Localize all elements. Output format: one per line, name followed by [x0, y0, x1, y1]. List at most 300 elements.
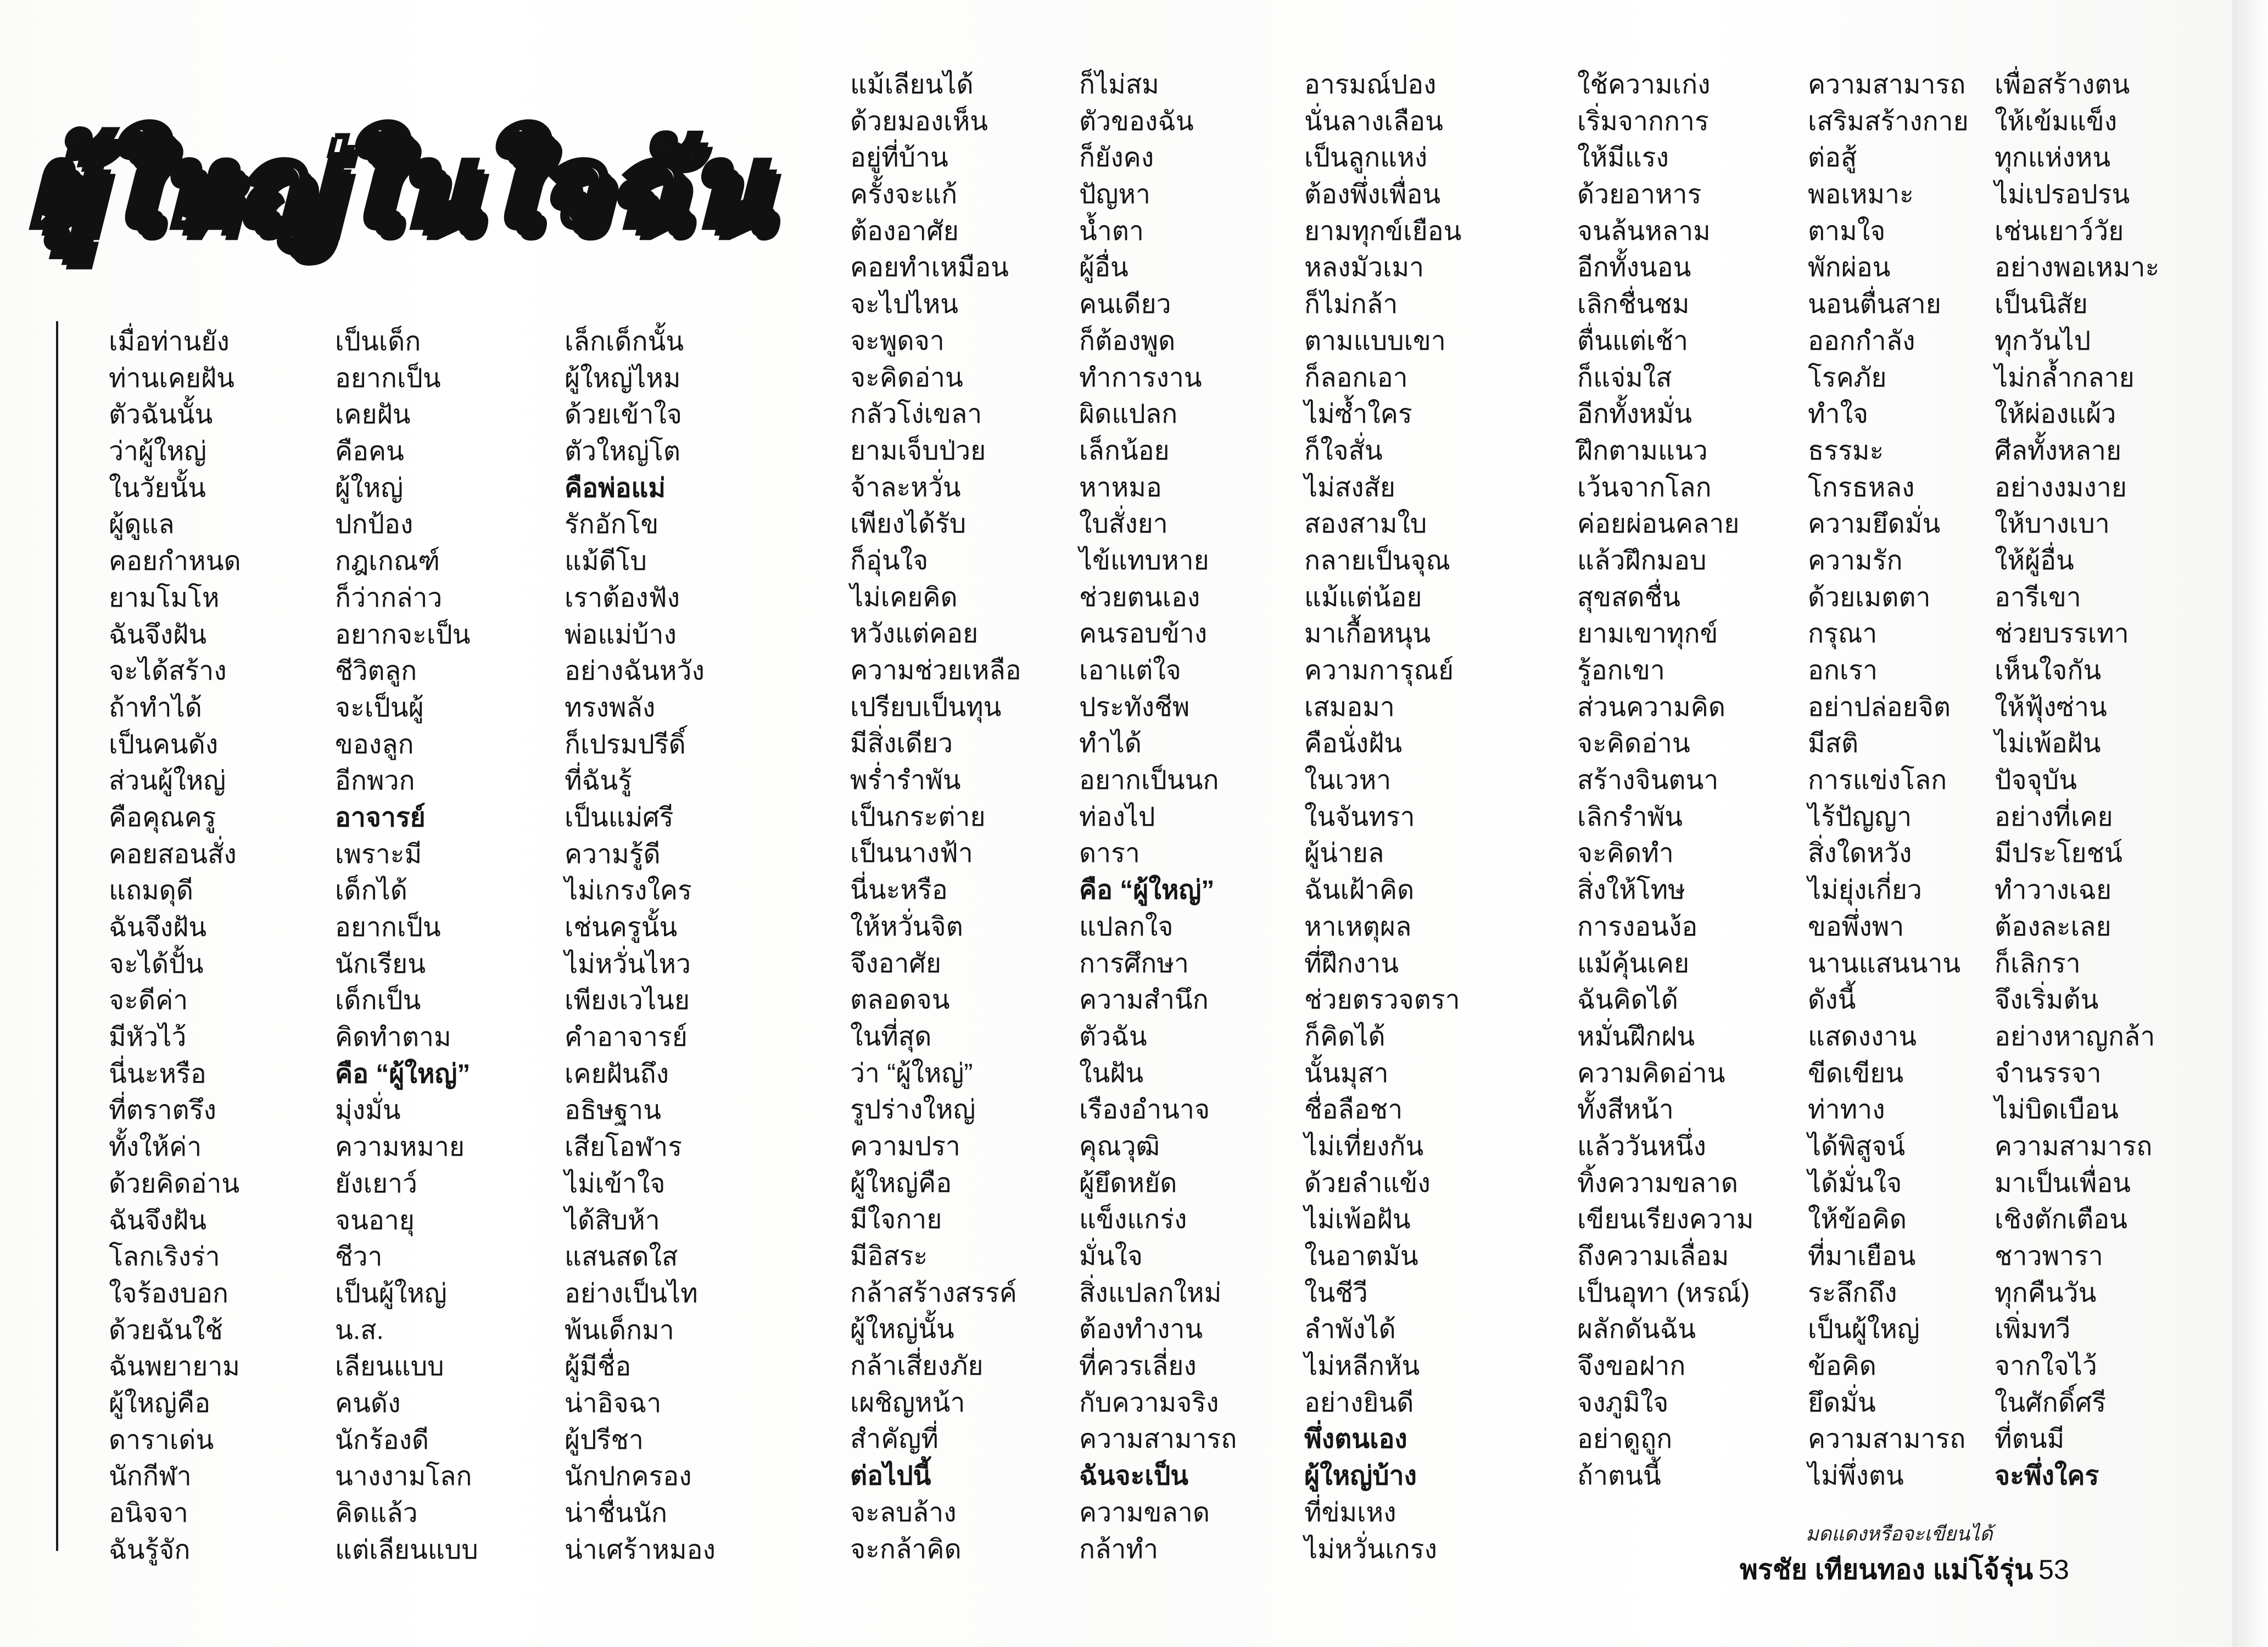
poem-line: จะคิดอ่าน — [850, 363, 963, 393]
poem-line: อยู่ที่บ้าน — [850, 143, 948, 173]
poem-line: ชาวพารา — [1995, 1242, 2103, 1271]
poem-line: หลงมัวเมา — [1304, 253, 1425, 283]
poem-line: กล้าสร้างสรรค์ — [850, 1278, 1017, 1308]
poem-line: จะเป็นผู้ — [335, 693, 424, 722]
poem-line: ค่อยผ่อนคลาย — [1577, 509, 1740, 539]
poem-line: ผู้ใหญ่นั้น — [850, 1315, 954, 1345]
author-name: พรชัย เทียนทอง แม่โจ้รุ่น — [1740, 1554, 2034, 1585]
poem-line: แล้วฝึกมอบ — [1577, 546, 1707, 575]
poem-line: กล้าทำ — [1079, 1534, 1159, 1564]
poem-line: ผู้ยึดหยัด — [1079, 1168, 1177, 1198]
poem-line: ความปรา — [850, 1131, 960, 1161]
poem-column-9 — [1995, 67, 2159, 1495]
poem-line: ก็ไม่กล้า — [1304, 290, 1398, 320]
poem-line: สร้างจินตนา — [1577, 766, 1719, 796]
poem-line: คนเดียว — [1079, 290, 1171, 320]
poem-line: ตามแบบเขา — [1304, 326, 1446, 356]
poem-line: ด้วยฉันใช้ — [109, 1315, 223, 1345]
poem-line: ไม่กล้ำกลาย — [1995, 363, 2135, 393]
poem-line: ท่องไป — [1079, 802, 1155, 832]
poem-line: พ่อแม่บ้าง — [565, 620, 677, 649]
poem-line: ลำพังได้ — [1304, 1315, 1396, 1345]
poem-line: ความสามารถ — [1079, 1425, 1237, 1454]
poem-line: จ้าละหวั่น — [850, 473, 961, 502]
poem-line: แต่เลียนแบบ — [335, 1535, 478, 1565]
poem-line: ดังนี้ — [1808, 985, 1856, 1015]
poem-line: อย่างเป็นไท — [565, 1279, 698, 1308]
poem-line: จะลบล้าง — [850, 1498, 957, 1527]
poem-column-8 — [1808, 67, 1969, 1495]
poem-line: อนิจจา — [109, 1499, 188, 1528]
poem-line: ที่ตราตรึง — [109, 1096, 216, 1125]
poem-title: ผู้ใหญ่ในใจฉัน — [27, 121, 769, 252]
poem-line: อยากจะเป็น — [335, 620, 471, 649]
poem-line: มาเป็นเพื่อน — [1995, 1168, 2131, 1198]
poem-line: ไม่เข้าใจ — [565, 1169, 666, 1198]
poem-line: ผู้มีชื่อ — [565, 1352, 632, 1382]
poem-line: จะดีค่า — [109, 986, 188, 1016]
poem-line: รูปร่างใหญ่ — [850, 1095, 976, 1125]
poem-line: ยึดมั่น — [1808, 1388, 1876, 1418]
poem-line: เลิกชื่นชม — [1577, 290, 1690, 320]
poem-line: จะกล้าคิด — [850, 1534, 962, 1564]
author-credit — [1740, 1548, 2069, 1592]
poem-line: อย่าดูถูก — [1577, 1425, 1673, 1454]
poem-line: ข้อคิด — [1808, 1352, 1876, 1381]
poem-line: จะได้ปั้น — [109, 949, 204, 979]
poem-line: ความการุณย์ — [1304, 656, 1454, 685]
poem-line: ว่า “ผู้ใหญ่” — [850, 1058, 973, 1088]
poem-line: ถ้าตนนี้ — [1577, 1461, 1661, 1491]
poem-line: ไม่ซ้ำใคร — [1304, 400, 1412, 429]
poem-column-4 — [850, 67, 1021, 1568]
poem-line: ตัวฉันนั้น — [109, 400, 213, 430]
poem-line: ถ้าทำได้ — [109, 693, 202, 722]
poem-line: ทำได้ — [1079, 729, 1142, 759]
poem-line: ก็ว่ากล่าว — [335, 583, 443, 613]
poem-line: ด้วยเมตตา — [1808, 582, 1931, 612]
poem-line: ให้มีแรง — [1577, 143, 1669, 173]
poem-line: จะพูดจา — [850, 326, 945, 356]
poem-line: ก็แจ่มใส — [1577, 363, 1672, 393]
poem-line: อย่างที่เคย — [1995, 802, 2113, 832]
poem-line: ถึงความเลื่อม — [1577, 1242, 1729, 1271]
poem-line: เช่นเยาว์วัย — [1995, 216, 2124, 246]
poem-line: ผู้ใหญ่บ้าง — [1304, 1461, 1417, 1491]
poem-line: แสนสดใส — [565, 1242, 678, 1272]
poem-line: ยามเจ็บป่วย — [850, 436, 986, 466]
poem-line: เป็นคนดัง — [109, 730, 219, 759]
poem-line: อยากเป็นนก — [1079, 766, 1219, 796]
poem-line: คือพ่อแม่ — [565, 473, 666, 503]
poem-line: ด้วยลำแข้ง — [1304, 1168, 1431, 1198]
poem-line: ส่วนผู้ใหญ่ — [109, 766, 226, 796]
poem-line: ที่ข่มเหง — [1304, 1498, 1396, 1527]
poem-line: ให้ฟุ้งซ่าน — [1995, 692, 2107, 722]
poem-line: ฉันคิดได้ — [1577, 985, 1679, 1015]
poem-line: มีสติ — [1808, 729, 1859, 759]
poem-line: คอยสอนสั่ง — [109, 839, 237, 869]
poem-line: คิดทำตาม — [335, 1023, 451, 1052]
poem-line: เห็นใจกัน — [1995, 656, 2102, 685]
poem-line: ให้บางเบา — [1995, 509, 2110, 539]
poem-line: ท่านเคยฝัน — [109, 363, 234, 393]
poem-line: หาเหตุผล — [1304, 912, 1412, 942]
poem-line: ตัวของฉัน — [1079, 107, 1194, 136]
poem-line: ทำวางเฉย — [1995, 876, 2112, 905]
poem-line: ด้วยมองเห็น — [850, 107, 988, 136]
poem-line: คือ “ผู้ใหญ่” — [1079, 876, 1215, 905]
poem-line: พร่ำรำพัน — [850, 766, 961, 796]
poem-line: นักปกครอง — [565, 1462, 692, 1492]
poem-line: เป็นลูกแหง่ — [1304, 143, 1428, 173]
poem-line: จึงเริ่มต้น — [1995, 985, 2099, 1015]
poem-line: ด้วยเข้าใจ — [565, 400, 682, 430]
poem-line: เล็กน้อย — [1079, 436, 1170, 466]
poem-line: ท่าทาง — [1808, 1095, 1885, 1125]
poem-line: ไม่เที่ยงกัน — [1304, 1131, 1424, 1161]
poem-line: ก็ใจสั่น — [1304, 436, 1383, 466]
poem-line: เป็นผู้ใหญ่ — [1808, 1315, 1920, 1345]
poem-line: ไม่เคยคิด — [850, 582, 958, 612]
poem-line: อยากเป็น — [335, 363, 441, 393]
poem-line: ทุกวันไป — [1995, 326, 2091, 356]
poem-line: เด็กได้ — [335, 876, 407, 906]
poem-line: เชิงตักเตือน — [1995, 1205, 2127, 1235]
poem-line: ผิดแปลก — [1079, 400, 1178, 429]
poem-line: มีอิสระ — [850, 1242, 928, 1271]
poem-line: ได้สิบห้า — [565, 1206, 660, 1235]
poem-line: คนรอบข้าง — [1079, 619, 1208, 649]
poem-line: แถมดุดี — [109, 876, 193, 906]
poem-line: สิ่งให้โทษ — [1577, 876, 1685, 905]
poem-line: ไม่สงสัย — [1304, 473, 1395, 502]
poem-line: นั้นมุสา — [1304, 1058, 1389, 1088]
poem-column-7 — [1577, 67, 1754, 1495]
poem-line: ฉันจะเป็น — [1079, 1461, 1189, 1491]
poem-line: ความช่วยเหลือ — [850, 656, 1021, 685]
poem-line: ความสามารถ — [1808, 70, 1966, 99]
poem-line: ดารา — [1079, 839, 1140, 869]
poem-line: แม้แต่น้อย — [1304, 582, 1422, 612]
poem-line: กลายเป็นจุณ — [1304, 546, 1450, 575]
poem-line: จะพึ่งใคร — [1995, 1461, 2099, 1491]
poem-line: ด้วยอาหาร — [1577, 180, 1702, 210]
poem-line: ตัวฉัน — [1079, 1022, 1147, 1051]
poem-line: แข็งแกร่ง — [1079, 1205, 1187, 1235]
poem-line: ไร้ปัญญา — [1808, 802, 1912, 832]
poem-line: ในจันทรา — [1304, 802, 1415, 832]
poem-line: เพราะมี — [335, 839, 422, 869]
poem-line: ชื่อลือชา — [1304, 1095, 1403, 1125]
poem-line: โรคภัย — [1808, 363, 1887, 393]
poem-line: แม้คุ้นเคย — [1577, 949, 1690, 978]
poem-line: โกรธหลง — [1808, 473, 1915, 502]
poem-line: อาจารย์ — [335, 803, 426, 832]
poem-line: ส่วนความคิด — [1577, 692, 1725, 722]
poem-line: จะไปไหน — [850, 290, 959, 320]
poem-line: เป็นเด็ก — [335, 327, 421, 356]
poem-line: มีใจกาย — [850, 1205, 942, 1235]
poem-line: นี่นะหรือ — [109, 1059, 206, 1089]
poem-line: ได้มั่นใจ — [1808, 1168, 1902, 1198]
poem-line: ในอาตมัน — [1304, 1242, 1418, 1271]
poem-line: ความสำนึก — [1079, 985, 1209, 1015]
poem-line: เสริมสร้างกาย — [1808, 107, 1969, 136]
poem-line: ในศักดิ์ศรี — [1995, 1388, 2107, 1418]
poem-line: น.ส. — [335, 1315, 384, 1345]
poem-line: กลัวโง่เขลา — [850, 400, 982, 429]
poem-line: ความยึดมั่น — [1808, 509, 1941, 539]
poem-line: ช่วยตนเอง — [1079, 582, 1200, 612]
poem-line: ยามทุกข์เยือน — [1304, 216, 1462, 246]
poem-line: ฉันจึงฝัน — [109, 1206, 207, 1235]
poem-line: เป็นกระต่าย — [850, 802, 986, 832]
poem-line: คนดัง — [335, 1388, 401, 1418]
poem-line: มั่นใจ — [1079, 1242, 1143, 1271]
poem-line: นักร้องดี — [335, 1425, 429, 1455]
poem-line: ไม่เปรอปรน — [1995, 180, 2130, 210]
poem-line: เพียงเวไนย — [565, 986, 690, 1016]
poem-line: เอาแต่ใจ — [1079, 656, 1181, 685]
poem-column-3 — [565, 324, 716, 1568]
poem-line: เป็นนางฟ้า — [850, 839, 973, 869]
poem-line: ฉันเฝ้าคิด — [1304, 876, 1415, 905]
poem-line: ก็ลอกเอา — [1304, 363, 1408, 393]
poem-line: ตัวใหญ่โต — [565, 437, 681, 467]
poem-line: เป็นอุทา (หรณ์) — [1577, 1278, 1750, 1308]
poem-line: ตลอดจน — [850, 985, 950, 1015]
poem-line: ผู้ใหญ่ — [335, 473, 404, 503]
poem-line: จนล้นหลาม — [1577, 216, 1711, 246]
poem-line: ผลักดันฉัน — [1577, 1315, 1696, 1345]
poem-line: จากใจไว้ — [1995, 1352, 2097, 1381]
poem-line: กฎเกณฑ์ — [335, 547, 440, 576]
poem-line: พอเหมาะ — [1808, 180, 1914, 210]
poem-line: อย่างหาญกล้า — [1995, 1022, 2155, 1051]
poem-line: สำคัญที่ — [850, 1425, 939, 1454]
poem-line: ต้องอาศัย — [850, 216, 959, 246]
poem-line: เผชิญหน้า — [850, 1388, 965, 1418]
poem-line: ไข้แทบหาย — [1079, 546, 1209, 575]
poem-line: มีสิ่งเดียว — [850, 729, 953, 759]
poem-line: อย่างฉันหวัง — [565, 657, 705, 686]
poem-line: ไม่เพ้อฝัน — [1304, 1205, 1411, 1235]
poem-line: ความคิดอ่าน — [1577, 1058, 1725, 1088]
poem-line: นอนตื่นสาย — [1808, 290, 1941, 320]
poem-line: ใบสั่งยา — [1079, 509, 1168, 539]
poem-line: คอยกำหนด — [109, 547, 241, 576]
poem-line: อีกทั้งหมั่น — [1577, 400, 1692, 429]
poem-line: ทรงพลัง — [565, 693, 656, 722]
poem-line: พักผ่อน — [1808, 253, 1891, 283]
poem-line: จะคิดทำ — [1577, 839, 1674, 869]
poem-line: ในชีวี — [1304, 1278, 1368, 1308]
poem-line: เคยฝันถึง — [565, 1059, 669, 1089]
poem-line: ผู้ดูแล — [109, 510, 175, 540]
poem-column-2 — [335, 324, 478, 1568]
poem-line: ผู้อื่น — [1079, 253, 1129, 283]
poem-line: ให้ผ่องแผ้ว — [1995, 400, 2116, 429]
poem-line: ใช้ความเก่ง — [1577, 70, 1711, 99]
poem-line: ในเวหา — [1304, 766, 1392, 796]
poem-line: ไม่เพ้อฝัน — [1995, 729, 2101, 759]
poem-line: ยามโมโห — [109, 583, 220, 613]
poem-line: พึ่งตนเอง — [1304, 1425, 1407, 1454]
poem-line: เปรียบเป็นทุน — [850, 692, 1002, 722]
poem-line: ยามเขาทุกข์ — [1577, 619, 1718, 649]
poem-line: ทำใจ — [1808, 400, 1869, 429]
poem-line: เพิ่มทวี — [1995, 1315, 2071, 1345]
poem-line: ความขลาด — [1079, 1498, 1210, 1527]
poem-line: ที่ควรเลี่ยง — [1079, 1352, 1197, 1381]
poem-line: คุณวุฒิ — [1079, 1131, 1160, 1161]
poem-line: ทิ้งความขลาด — [1577, 1168, 1739, 1198]
poem-line: แปลกใจ — [1079, 912, 1174, 942]
poem-line: โลกเริงร่า — [109, 1242, 220, 1272]
poem-line: กล้าเสี่ยงภัย — [850, 1352, 984, 1381]
poem-line: ช่วยบรรเทา — [1995, 619, 2129, 649]
poem-line: ก็ต้องพูด — [1079, 326, 1176, 356]
poem-line: ออกกำลัง — [1808, 326, 1915, 356]
poem-line: นักเรียน — [335, 949, 426, 979]
poem-line: เรืองอำนาจ — [1079, 1095, 1210, 1125]
poem-line: เล็กเด็กนั้น — [565, 327, 684, 356]
poem-line: ชีวิตลูก — [335, 657, 417, 686]
poem-line: น่าชื่นนัก — [565, 1499, 668, 1528]
poem-line: จึงอาศัย — [850, 949, 941, 978]
poem-line: คือคน — [335, 437, 404, 467]
poem-line: สิ่งแปลกใหม่ — [1079, 1278, 1222, 1308]
poem-line: ไม่หวั่นไหว — [565, 949, 691, 979]
poem-line: หมั่นฝึกฝน — [1577, 1022, 1695, 1051]
poem-line: คือ “ผู้ใหญ่” — [335, 1059, 471, 1089]
poem-line: อยากเป็น — [335, 913, 441, 942]
poem-line: ฝึกตามแนว — [1577, 436, 1708, 466]
poem-line: เด็กเป็น — [335, 986, 421, 1016]
poem-line: จนอายุ — [335, 1206, 415, 1235]
poem-line: อกเรา — [1808, 656, 1878, 685]
poem-line: ให้ข้อคิด — [1808, 1205, 1907, 1235]
poem-line: อีกพวก — [335, 766, 415, 796]
poem-line: เมื่อท่านยัง — [109, 327, 230, 356]
poem-line: การงอนง้อ — [1577, 912, 1698, 942]
poem-line: เพื่อสร้างตน — [1995, 70, 2130, 99]
poem-line: ความหมาย — [335, 1133, 465, 1162]
poem-line: สิ่งใดหวัง — [1808, 839, 1912, 869]
poem-line: ความสามารถ — [1995, 1131, 2153, 1161]
poem-line: ครั้งจะแก้ — [850, 180, 958, 210]
left-column-rule — [56, 321, 58, 1551]
poem-line: ปกป้อง — [335, 510, 414, 540]
poem-line: เป็นแม่ศรี — [565, 803, 674, 832]
poem-line: ต้องทำงาน — [1079, 1315, 1203, 1345]
poem-line: ในฝัน — [1079, 1058, 1144, 1088]
poem-line: สุขสดชื่น — [1577, 582, 1680, 612]
poem-line: มีประโยชน์ — [1995, 839, 2122, 869]
poem-line: อย่างงมงาย — [1995, 473, 2127, 502]
poem-line: ที่ฝึกงาน — [1304, 949, 1399, 978]
page-number: 53 — [2038, 1554, 2069, 1585]
poem-line: ไม่หลีกหัน — [1304, 1352, 1420, 1381]
poem-line: ชีวา — [335, 1242, 383, 1272]
poem-line: อย่างพอเหมาะ — [1995, 253, 2160, 283]
poem-line: การศึกษา — [1079, 949, 1189, 978]
poem-line: น้ำตา — [1079, 216, 1144, 246]
poem-line: รู้อกเขา — [1577, 656, 1665, 685]
poem-line: มุ่งมั่น — [335, 1096, 401, 1125]
poem-line: เลิกรำพัน — [1577, 802, 1683, 832]
poem-line: เราต้องฟัง — [565, 583, 680, 613]
poem-line: ความรัก — [1808, 546, 1903, 575]
poem-line: มาเกื้อหนุน — [1304, 619, 1431, 649]
poem-line: ผู้น่ายล — [1304, 839, 1384, 869]
poem-line: ผู้ใหญ่คือ — [850, 1168, 952, 1198]
poem-line: สองสามใบ — [1304, 509, 1427, 539]
poem-line: ทั้งสีหน้า — [1577, 1095, 1674, 1125]
poem-line: หาหมอ — [1079, 473, 1162, 502]
poem-line: คอยทำเหมือน — [850, 253, 1009, 283]
poem-line: อย่างยินดี — [1304, 1388, 1414, 1418]
poem-column-1 — [109, 324, 241, 1568]
poem-line: จำนรรจา — [1995, 1058, 2102, 1088]
poem-line: ผู้ปรีชา — [565, 1425, 644, 1455]
poem-line: รักอักโข — [565, 510, 659, 540]
poem-line: ทั้งให้ค่า — [109, 1133, 202, 1162]
poem-line: ต้องละเลย — [1995, 912, 2111, 942]
poem-line: จะคิดอ่าน — [1577, 729, 1690, 759]
poem-line: ความสามารถ — [1808, 1425, 1966, 1454]
poem-line: ของลูก — [335, 730, 414, 759]
poem-line: ฉันจึงฝัน — [109, 620, 207, 649]
poem-column-5 — [1079, 67, 1237, 1568]
poem-line: ให้หวั่นจิต — [850, 912, 963, 942]
poem-line: หวังแต่คอย — [850, 619, 979, 649]
poem-line: ความรู้ดี — [565, 839, 661, 869]
poem-line: ไม่เกรงใคร — [565, 876, 692, 906]
poem-line: ศีลทั้งหลาย — [1995, 436, 2122, 466]
poem-line: ดาราเด่น — [109, 1425, 214, 1455]
poem-line: การแข่งโลก — [1808, 766, 1947, 796]
poem-line: ได้พิสูจน์ — [1808, 1131, 1906, 1161]
poem-line: ขอพึ่งพา — [1808, 912, 1904, 942]
poem-line: ก็เลิกรา — [1995, 949, 2081, 978]
poem-line: เป็นนิสัย — [1995, 290, 2088, 320]
poem-line: ไม่พึ่งตน — [1808, 1461, 1904, 1491]
poem-line: ปัจจุบัน — [1995, 766, 2077, 796]
poem-line: ขีดเขียน — [1808, 1058, 1904, 1088]
poem-line: ผู้ใหญ่คือ — [109, 1388, 211, 1418]
poem-line: ที่ฉันรู้ — [565, 766, 632, 796]
poem-line: น่าอิจฉา — [565, 1388, 662, 1418]
poem-line: ระลึกถึง — [1808, 1278, 1897, 1308]
poem-line: ในวัยนั้น — [109, 473, 206, 503]
poem-line: นั่นลางเลือน — [1304, 107, 1443, 136]
poem-line: เขียนเรียงความ — [1577, 1205, 1754, 1235]
poem-line: นานแสนนาน — [1808, 949, 1961, 978]
poem-line: ธรรมะ — [1808, 436, 1884, 466]
poem-line: ให้เข้มแข็ง — [1995, 107, 2118, 136]
poem-line: ใจร้องบอก — [109, 1279, 228, 1308]
poem-line: อธิษฐาน — [565, 1096, 662, 1125]
poem-line: ว่าผู้ใหญ่ — [109, 437, 207, 467]
poem-line: ช่วยตรวจตรา — [1304, 985, 1460, 1015]
poem-line: เพียงได้รับ — [850, 509, 967, 539]
poem-line: คำอาจารย์ — [565, 1023, 688, 1052]
poem-line: น่าเศร้าหมอง — [565, 1535, 716, 1565]
poem-line: ต่อสู้ — [1808, 143, 1857, 173]
poem-line: เริ่มจากการ — [1577, 107, 1709, 136]
